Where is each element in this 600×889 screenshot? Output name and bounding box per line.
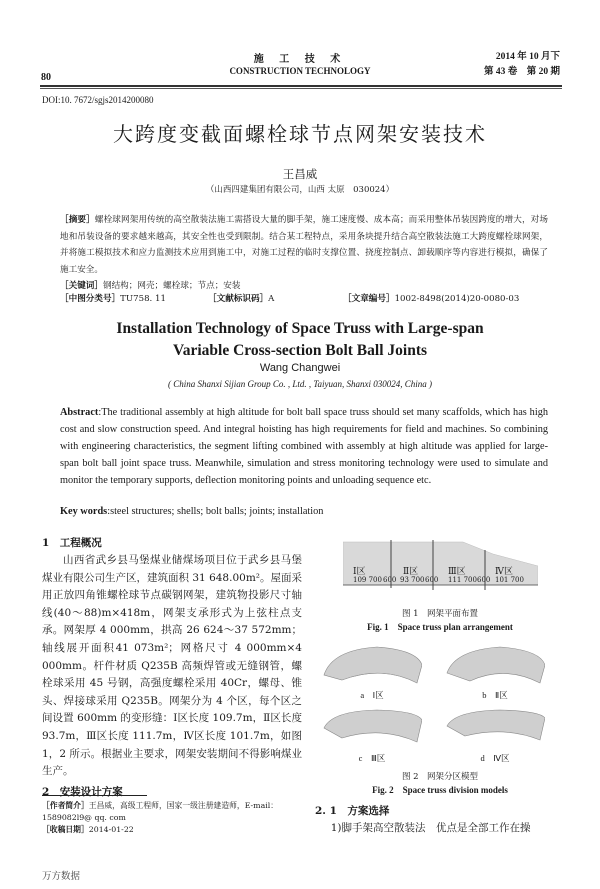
zone-4-label: Ⅳ区	[495, 567, 513, 577]
clc-value: TU758. 11	[120, 294, 166, 304]
figure-2c	[322, 708, 427, 764]
zone-2-label: Ⅱ区	[403, 567, 419, 577]
zone-1-label: Ⅰ区	[353, 567, 366, 577]
abstract-en-text: :The traditional assembly at high altitude for bolt ball space truss should set many scaffolds, which has high cost and slow construction speed. And integral hoisting has high requirements for field and machines. So combining with engineering characteristics, the segment lifting combined with assembly at high altitude was applied for large-span bolt ball joint space truss. Meanwhile, simulation and stress monitoring technology were used to simulate and monitor the temporary supports, deflection monitoring points and unloading sequence etc.	[60, 407, 548, 486]
figure-1-plan	[343, 540, 538, 592]
title-en-line2: Variable Cross-section Bolt Ball Joints	[172, 342, 428, 359]
dim-gap-1: 600	[383, 576, 397, 584]
watermark: 万方数据	[42, 871, 81, 882]
figure-2d	[445, 708, 550, 764]
abstract-cn	[60, 212, 548, 295]
paper-title-cn: 大跨度变截面螺栓球节点网架安装技术	[113, 122, 487, 146]
article-no-label: ［文章编号］	[343, 294, 395, 304]
section-2-heading: 2 安装设计方案	[42, 785, 123, 798]
left-column	[42, 535, 302, 799]
figure-2-caption-cn: 图 2 网架分区模型	[401, 772, 479, 782]
truss-model-a-diagram	[322, 645, 422, 685]
issue-info	[484, 50, 560, 80]
figure-2a	[322, 645, 427, 701]
header-rule	[40, 85, 562, 89]
affiliation-en: ( China Shanxi Sijian Group Co. , Ltd. , Taiyuan, Shanxi 030024, China )	[167, 379, 433, 389]
section-2-1-body: 1)脚手架高空散装法 优点是全部工作在操	[330, 822, 531, 834]
author-en: Wang Changwei	[259, 362, 341, 374]
figure-1-caption-cn: 图 1 网架平面布置	[401, 609, 479, 619]
footnote-author-text: 王昌威，高级工程师，国家一级注册建造师，E-mail：1589082l9@ qq. com	[42, 801, 279, 822]
figure-1-caption-en: Fig. 1 Space truss plan arrangement	[367, 622, 513, 632]
truss-model-c-diagram	[322, 708, 422, 748]
keywords-en	[60, 506, 323, 517]
keywords-en-label: Key words	[60, 506, 108, 517]
section-2-1-heading: 2. 1 方案选择	[315, 805, 390, 817]
article-no-value: 1002-8498(2014)20-0080-03	[394, 294, 520, 304]
footnote-rule	[42, 795, 147, 796]
keywords-en-text: :steel structures; shells; bolt balls; joints; installation	[107, 506, 324, 517]
dim-gap-3: 600	[477, 576, 491, 584]
doc-code-label: ［文献标识码］	[208, 294, 269, 304]
figure-2b	[445, 645, 550, 701]
journal-name-en: CONSTRUCTION TECHNOLOGY	[229, 66, 371, 76]
volume-issue: 第 43 卷 第 20 期	[483, 67, 560, 77]
abstract-en-label: Abstract	[60, 407, 99, 418]
abstract-en	[60, 404, 548, 489]
paper-title-en	[0, 318, 600, 362]
footnote-received-text: 2014-01-22	[88, 825, 134, 834]
abstract-cn-label: ［摘要］	[60, 215, 95, 225]
truss-model-d-diagram	[445, 708, 545, 748]
dim-zone-3: 111 700	[448, 576, 477, 584]
section-1-heading: 1 工程概况	[42, 537, 102, 549]
author-cn: 王昌威	[282, 167, 318, 181]
journal-name-cn: 施 工 技 术	[253, 54, 347, 65]
figure-2d-label: d Ⅳ区	[480, 753, 510, 763]
figure-2a-label: a Ⅰ区	[360, 690, 384, 700]
abstract-cn-text: 螺栓球网架用传统的高空散装法施工需搭设大量的脚手架，施工速度慢、成本高；而采用整体吊装因跨度的增大，对场地和吊装设备的要求越来越高，其安全性也受到限制。结合某工程特点，采用条块提升结合高空散装法施工大跨度螺栓球网架，并将施工模拟技术和应力监测技术应用到施工中，对施工过程的临时支撑位置、挠度控制点、卸载顺序等内容进行模拟，确保了施工安全。	[60, 215, 548, 275]
dim-zone-4: 101 700	[495, 576, 524, 584]
figure-2c-label: c Ⅲ区	[358, 753, 386, 763]
footnote-author-label: ［作者简介］	[42, 801, 89, 810]
truss-model-b-diagram	[445, 645, 545, 685]
dim-gap-2: 600	[425, 576, 439, 584]
section-1-body: 山西省武乡县马堡煤业储煤场项目位于武乡县马堡煤业有限公司生产区，建筑面积 31 648.00m²。屋面采用正放四角锥螺栓球节点碳钢网架，建筑物投影尺寸轴线(40～88)m×418m，网架支承形式为上弦柱点支承。网架厚 4 000mm，拱高 26 624～37 572mm；轴线展开面积41 073m²；网格尺寸 4 000mm×4 000mm。杆件材质 Q235B 高频焊管或无缝钢管，螺栓球采用 45 号钢，高强度螺栓采用 40Cr，螺母、锥头、焊接球采用 Q235B。网架分为 4 个区，每个区之间设置 600mm 的变形缝：Ⅰ区长度 109.7m，Ⅱ区长度 93.7m，Ⅲ区长度 111.7m，Ⅳ区长度 101.7m，如图 1，2 所示。根据业主要求，网架安装期间不得影响煤业生产。	[42, 554, 302, 778]
title-en-line1: Installation Technology of Space Truss with Large-span	[116, 320, 484, 337]
doi: DOI:10. 7672/sgjs2014200080	[42, 95, 154, 105]
clc-label: ［中图分类号］	[60, 294, 121, 304]
page-number: 80	[41, 72, 51, 83]
dim-zone-2: 93 700	[400, 576, 425, 584]
dim-zone-1: 109 700	[353, 576, 382, 584]
keywords-cn-text: 钢结构；网壳；螺栓球；节点；安装	[102, 281, 241, 291]
footnote-received-label: ［收稿日期］	[42, 825, 89, 834]
figure-2b-label: b Ⅱ区	[482, 690, 508, 700]
figure-2-caption-en: Fig. 2 Space truss division models	[372, 785, 508, 795]
affiliation-cn: （山西四建集团有限公司，山西 太原 030024）	[205, 185, 395, 195]
doc-code-value: A	[268, 294, 275, 304]
footnote	[42, 800, 307, 836]
issue-date: 2014 年 10 月下	[495, 52, 560, 62]
zone-3-label: Ⅲ区	[448, 567, 466, 577]
keywords-cn-label: ［关键词］	[60, 281, 103, 291]
